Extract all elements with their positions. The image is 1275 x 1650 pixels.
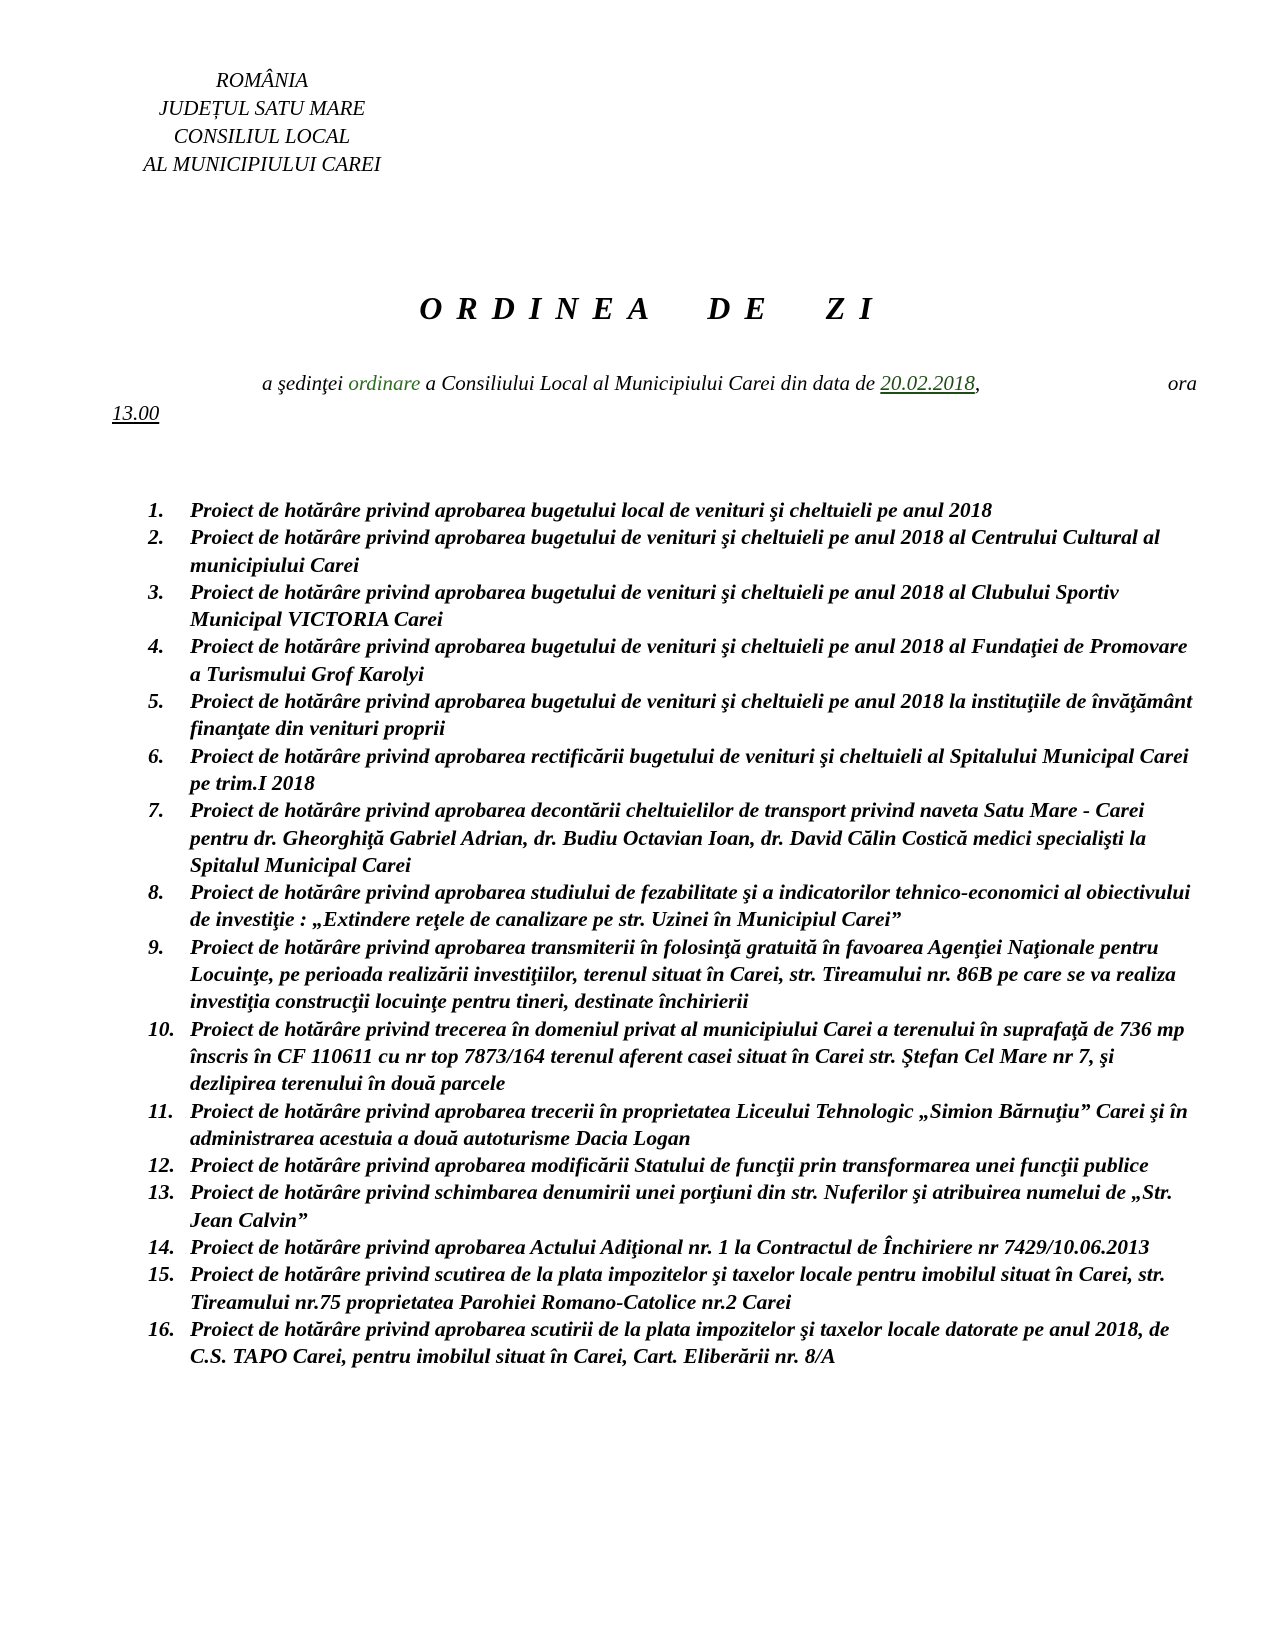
agenda-item [148,1234,1193,1261]
agenda-item-text: Proiect de hotărâre privind scutirea de la plata impozitelor şi taxelor locale pentru imobilul situat în Carei, str. Tireamului nr.75 proprietatea Parohiei Romano-Catolice nr.2 Carei [190,1262,1166,1314]
agenda-item [148,688,1193,743]
agenda-item [148,743,1193,798]
agenda-item [148,1316,1193,1371]
intro-middle: a Consiliului Local al Municipiului Carei din data de [425,371,876,395]
header-county: JUDEȚUL SATU MARE [158,96,366,120]
meeting-time: 13.00 [112,401,160,425]
agenda-item [148,1152,1193,1179]
agenda-item-number: 14. [148,1235,175,1260]
meeting-type: ordinare [348,371,421,395]
page-title: ORDINEA DE ZI [419,290,886,326]
agenda-list [148,497,1193,1371]
agenda-item-number: 13. [148,1180,175,1205]
agenda-item-text: Proiect de hotărâre privind aprobarea trecerii în proprietatea Liceului Tehnologic „Simion Bărnuţiu” Carei şi în administrarea acestuia a două autoturisme Dacia Logan [190,1098,1188,1150]
agenda-item-number: 9. [148,934,165,959]
agenda-item [148,1179,1193,1234]
agenda-item [148,633,1193,688]
agenda-item-text: Proiect de hotărâre privind aprobarea rectificării bugetului de venituri şi cheltuieli al Spitalului Municipal Carei pe trim.I 2018 [190,743,1189,795]
agenda-item [148,1098,1193,1153]
agenda-item-text: Proiect de hotărâre privind aprobarea transmiterii în folosinţă gratuită în favoarea Agenţiei Naţionale pentru Locuinţe, pe perioada realizării investiţiilor, terenul situat în Carei, str. Tireamului nr. 86B pe care se va realiza investiţia construcţii locuinţe pentru tineri, destinate închirierii [190,934,1176,1014]
intro-comma: , [974,371,981,395]
agenda-item [148,579,1193,634]
agenda-item [148,879,1193,934]
agenda-item-text: Proiect de hotărâre privind aprobarea modificării Statului de funcţii prin transformarea unei funcţii publice [190,1153,1149,1178]
agenda-item-number: 12. [148,1153,175,1178]
header-council: CONSILIUL LOCAL [173,124,351,148]
agenda-item-number: 11. [148,1098,174,1123]
ora-label: ora [1167,371,1197,395]
intro-prefix: a şedinţei [262,371,344,395]
agenda-item-text: Proiect de hotărâre privind aprobarea bugetului de venituri şi cheltuieli pe anul 2018 al Fundaţiei de Promovare a Turismului Grof Karolyi [190,634,1188,686]
agenda-item-number: 8. [148,880,165,905]
agenda-item-number: 7. [148,798,165,823]
header-country: ROMÂNIA [215,68,309,92]
agenda-item-text: Proiect de hotărâre privind aprobarea decontării cheltuielilor de transport privind naveta Satu Mare - Carei pentru dr. Gheorghiţă Gabriel Adrian, dr. Budiu Octavian Ioan, dr. David Călin Costică medici specialişti la Spitalul Municipal Carei [190,798,1147,877]
agenda-item [148,1261,1193,1316]
agenda-item-text: Proiect de hotărâre privind aprobarea bugetului de venituri şi cheltuieli pe anul 2018 al Centrului Cultural al municipiului Carei [190,525,1160,577]
agenda-item-number: 16. [148,1316,175,1341]
agenda-item-text: Proiect de hotărâre privind aprobarea bugetului de venituri şi cheltuieli pe anul 2018 la instituţiile de învăţământ finanţate din venituri proprii [190,689,1193,741]
agenda-item-number: 6. [148,743,165,768]
agenda-item-number: 3. [148,579,165,604]
agenda-item-text: Proiect de hotărâre privind aprobarea bugetului de venituri şi cheltuieli pe anul 2018 al Clubului Sportiv Municipal VICTORIA Carei [190,579,1119,632]
meeting-date: 20.02.2018 [880,371,975,395]
agenda-item-number: 2. [148,525,165,550]
agenda-item-number: 1. [148,498,165,522]
agenda-item-text: Proiect de hotărâre privind schimbarea denumirii unei porţiuni din str. Nuferilor şi atribuirea numelui de „Str. Jean Calvin” [190,1180,1173,1232]
meeting-intro [112,368,1197,428]
agenda-item [148,797,1193,879]
agenda-item [148,1016,1193,1098]
agenda-item-text: Proiect de hotărâre privind aprobarea scutirii de la plata impozitelor şi taxelor locale datorate pe anul 2018, de C.S. TAPO Carei, pentru imobilul situat în Carei, Cart. Eliberării nr. 8/A [190,1316,1170,1369]
agenda-item [148,524,1193,579]
agenda-item-number: 4. [148,634,165,659]
header-municipality: AL MUNICIPIULUI CAREI [143,152,381,176]
agenda-item-text: Proiect de hotărâre privind aprobarea bugetului local de venituri şi cheltuieli pe anul 2018 [190,498,993,522]
agenda-item-number: 15. [148,1262,175,1287]
agenda-item-text: Proiect de hotărâre privind trecerea în domeniul privat al municipiului Carei a terenului în suprafaţă de 736 mp înscris în CF 110611 cu nr top 7873/164 terenul aferent casei situat în Carei str. Ştefan Cel Mare nr 7, şi dezlipirea terenului în două parcele [190,1016,1185,1096]
agenda-item-number: 5. [148,689,165,714]
agenda-item-number: 10. [148,1016,175,1041]
agenda-item [148,934,1193,1016]
agenda-item [148,497,1193,524]
document-header [112,66,412,178]
agenda-item-text: Proiect de hotărâre privind aprobarea studiului de fezabilitate şi a indicatorilor tehnico-economici al obiectivului de investiţie : „Extindere reţele de canalizare pe str. Uzinei în Municipiul Carei” [190,880,1191,932]
agenda-item-text: Proiect de hotărâre privind aprobarea Actului Adiţional nr. 1 la Contractul de Închiriere nr 7429/10.06.2013 [190,1235,1150,1260]
